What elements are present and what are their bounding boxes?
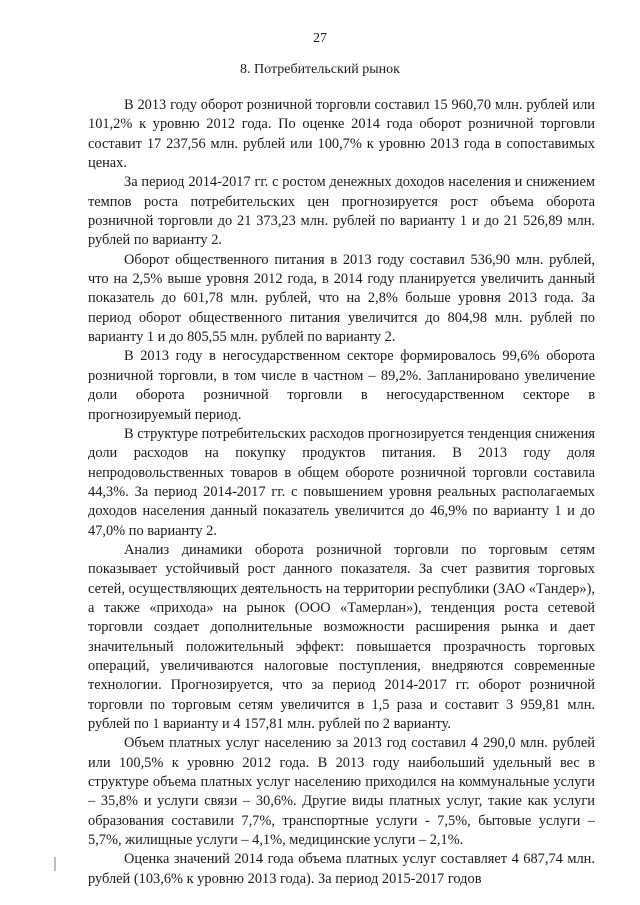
paragraph-retail-forecast: За период 2014-2017 гг. с ростом денежных доходов населения и снижением темпов роста потребительских цен прогнозируется рост объема оборота розничной торговли до 21 373,23 млн. рублей по варианту 1 и до 21 526,89 млн. рублей по варианту 2. [88, 174, 595, 249]
section-title: 8. Потребительский рынок [240, 62, 400, 77]
paragraph-paid-services-estimate: Оценка значений 2014 года объема платных услуг составляет 4 687,74 млн. рублей (103,6% к уровню 2013 года). За период 2015-2017 годов [88, 851, 595, 887]
page-number: 27 [313, 31, 327, 46]
paragraph-paid-services: Объем платных услуг населению за 2013 год составил 4 290,0 млн. рублей или 100,5% к уровню 2012 года. В 2013 году наибольший удельный вес в структуре объема платных услуг населению приходился на коммунальные услуги – 35,8% и услуги связи – 30,6%. Другие виды платных услуг, такие как услуги образования составили 7,7%, транспортные услуги - 7,5%, бытовые услуги – 5,7%, жилищные услуги – 4,1%, медицинские услуги – 2,1%. [88, 735, 595, 849]
paragraph-retail-chains: Анализ динамики оборота розничной торговли по торговым сетям показывает устойчивый рост данного показателя. За счет развития торговых сетей, осуществляющих деятельность на территории республики (ЗАО «Тандер»), а также «прихода» на рынок (ООО «Тамерлан»), тенденция роста сетевой торговли создает дополнительные возможности расширения рынка и дает значительный положительный эффект: повышается прозрачность торговых операций, увеличиваются налоговые поступления, внедряются современные технологии. Прогнозируется, что за период 2014-2017 гг. оборот розничной торговли по торговым сетям увеличится в 1,5 раза и составит 3 959,81 млн. рублей по 1 варианту и 4 157,81 млн. рублей по 2 варианту. [88, 541, 595, 732]
paragraph-public-catering: Оборот общественного питания в 2013 году составил 536,90 млн. рублей, что на 2,5% выше уровня 2012 года, в 2014 году планируется увеличить данный показатель до 601,78 млн. рублей, что на 2,8% больше уровня 2013 года. За период оборот общественного питания увеличится до 804,98 млн. рублей по варианту 1 и до 805,55 млн. рублей по варианту 2. [88, 251, 595, 346]
scan-margin-mark [54, 857, 56, 871]
body-text [88, 96, 595, 889]
paragraph-private-sector: В 2013 году в негосударственном секторе формировалось 99,6% оборота розничной торговли, в том числе в частном – 89,2%. Запланировано увеличение доли оборота розничной торговли в негосударственном секторе в прогнозируемый период. [88, 348, 595, 423]
paragraph-retail-turnover: В 2013 году оборот розничной торговли составил 15 960,70 млн. рублей или 101,2% к уровню 2012 года. По оценке 2014 года оборот розничной торговли составит 17 237,56 млн. рублей или 100,7% к уровню 2013 года в сопоставимых ценах. [88, 97, 595, 172]
paragraph-consumer-spending: В структуре потребительских расходов прогнозируется тенденция снижения доли расходов на покупку продуктов питания. В 2013 году доля непродовольственных товаров в общем обороте розничной торговли составила 44,3%. За период 2014-2017 гг. с повышением уровня реальных располагаемых доходов населения данный показатель увеличится до 46,9% по варианту 1 и до 47,0% по варианту 2. [88, 425, 595, 539]
